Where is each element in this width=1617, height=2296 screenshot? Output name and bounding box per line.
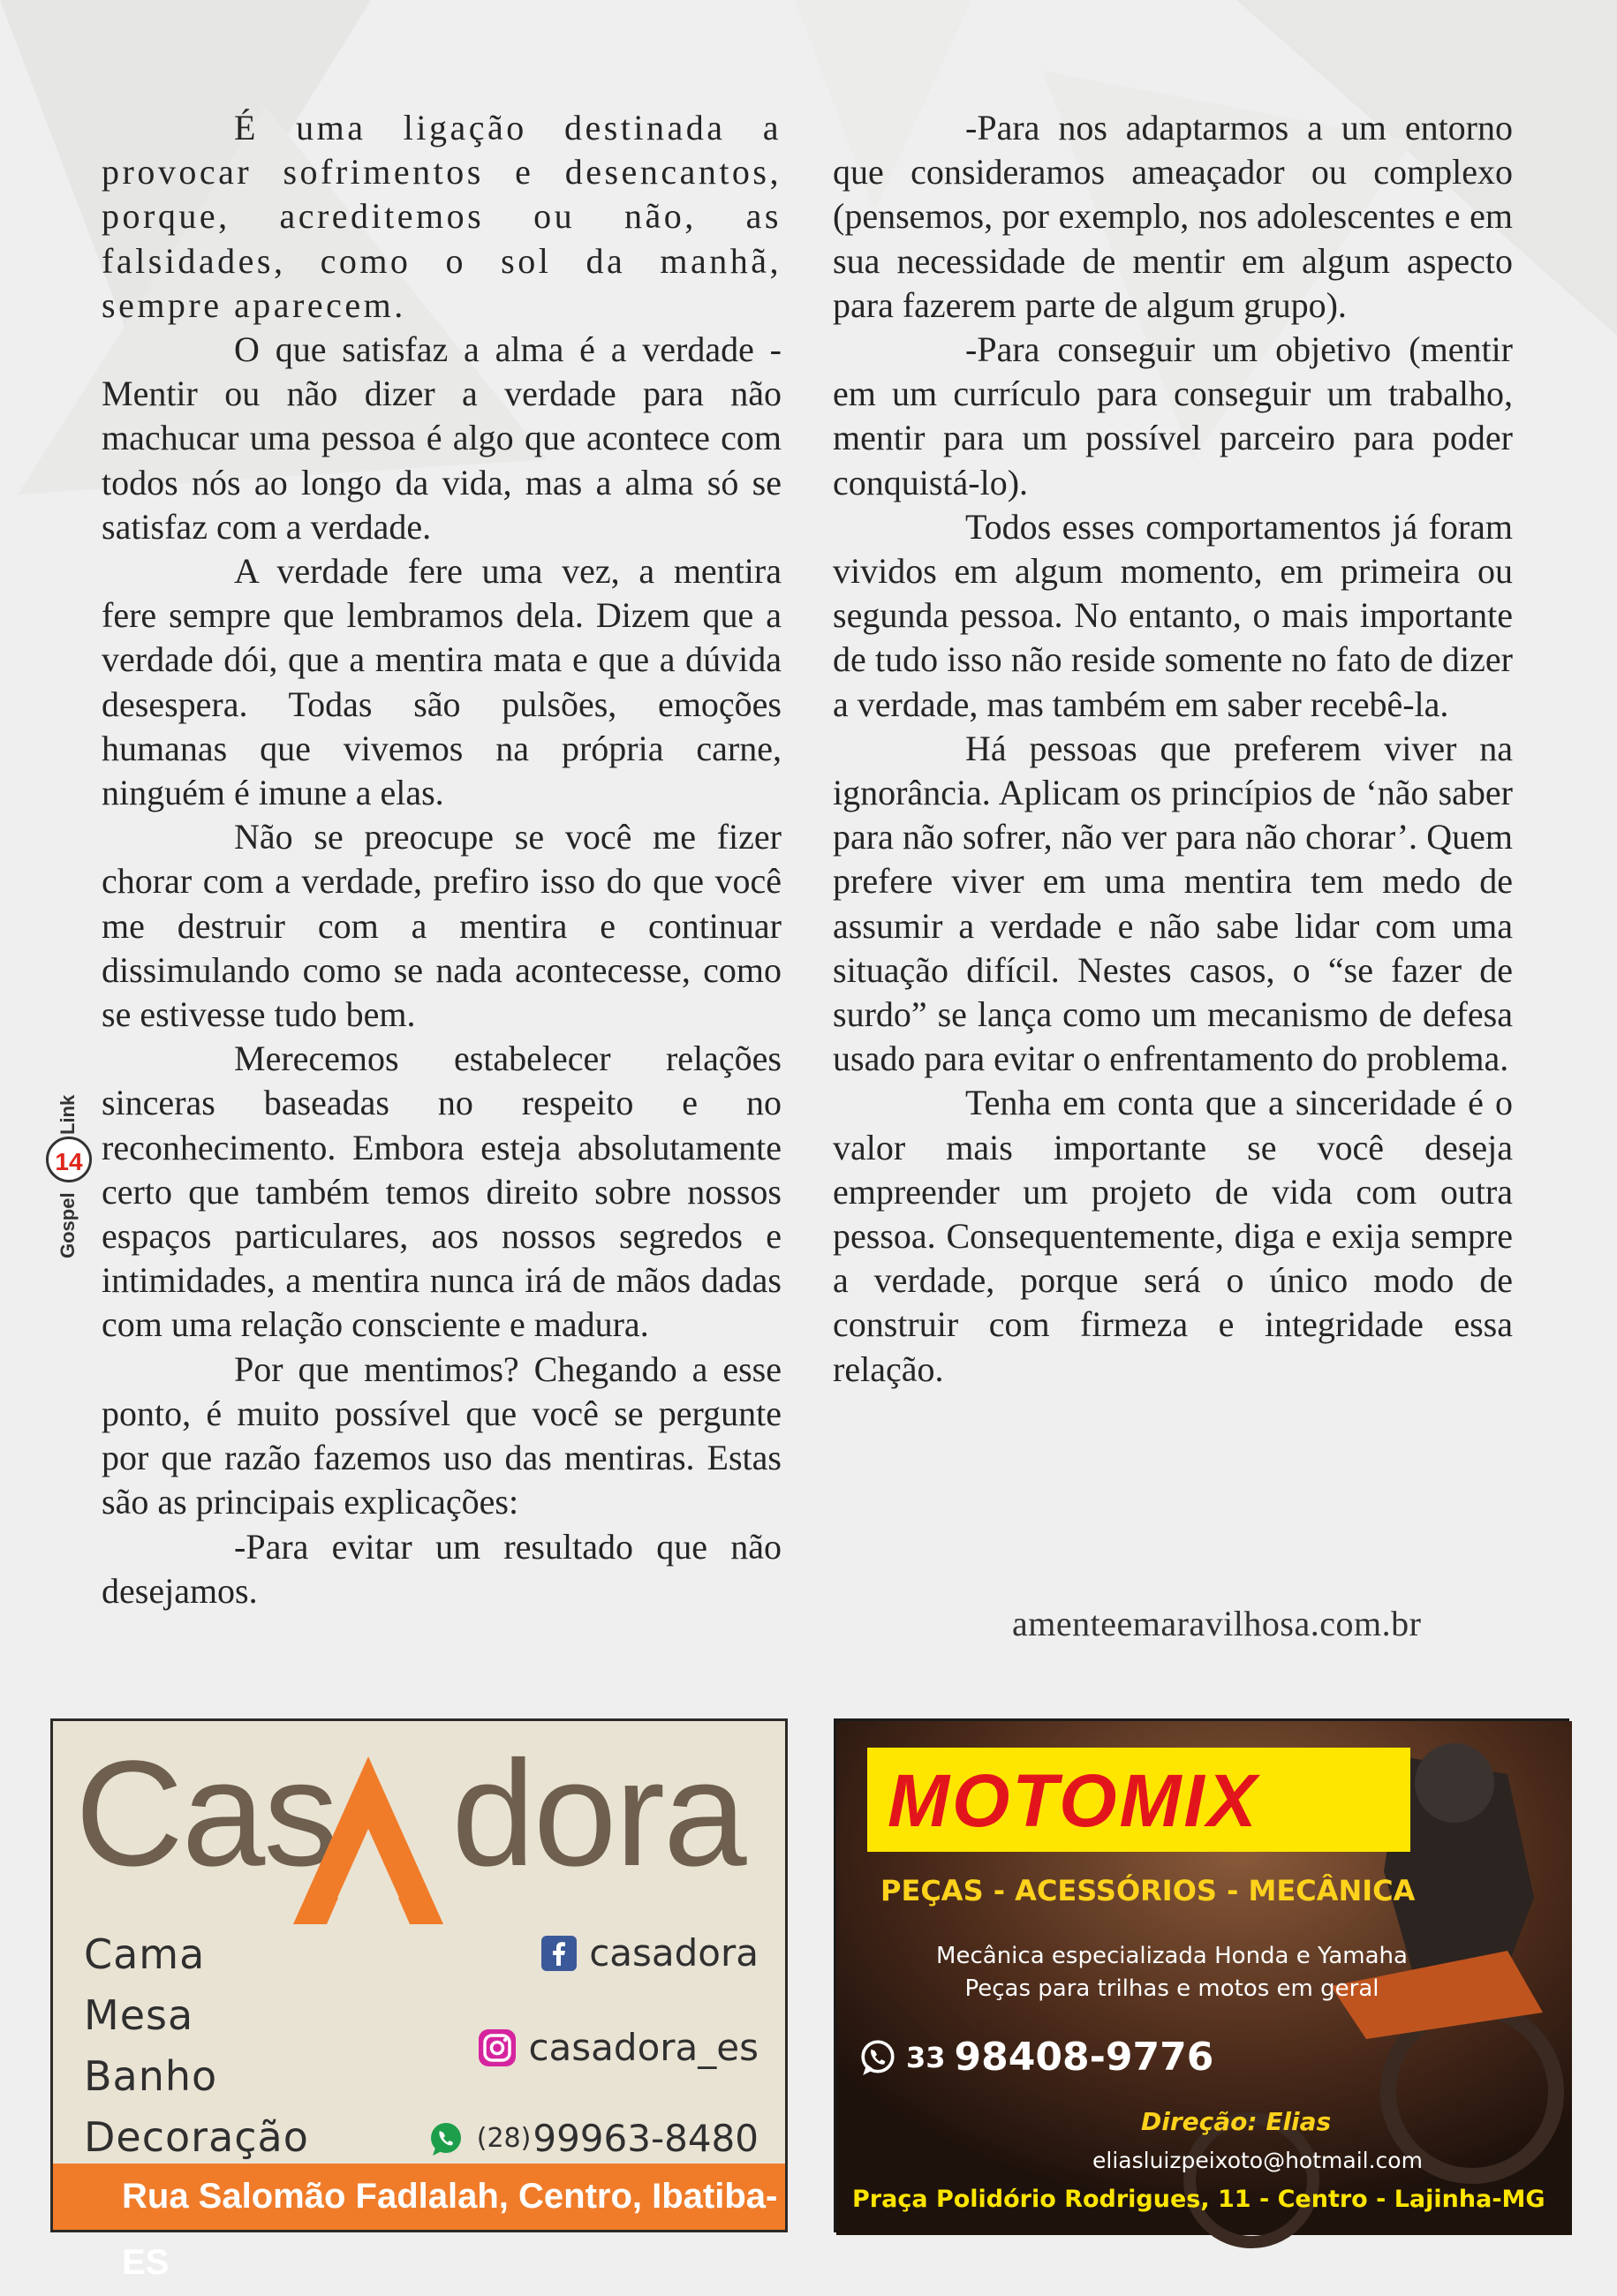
product-item: Decoração [84, 2113, 309, 2161]
paragraph: -Para conseguir um objetivo (mentir em um currículo para conseguir um trabalho, mentir para um possível parceiro para poder conquistá-lo). [833, 329, 1513, 502]
product-item: Mesa [84, 1991, 194, 2039]
product-list [84, 1924, 309, 2168]
page-number: 14 [46, 1137, 92, 1182]
motomix-address: Praça Polidório Rodrigues, 11 - Centro - Lajinha-MG [852, 2186, 1545, 2213]
phone-ddd: 33 [906, 2040, 946, 2074]
casadora-ad[interactable] [50, 1718, 788, 2282]
whatsapp-ddd: (28) [476, 2123, 532, 2154]
paragraph: Não se preocupe se você me fizer chorar com a verdade, prefiro isso do que você me destruir com a mentira e continuar dissimulando como se nada acontecesse, como se estivesse tudo bem. [102, 817, 782, 1035]
paragraph: -Para evitar um resultado que não desejamos. [102, 1526, 782, 1611]
instagram-icon [479, 2029, 516, 2066]
facebook-handle: casadora [589, 1931, 759, 1975]
desc-line: Peças para trilhas e motos em geral [964, 1975, 1379, 2002]
facebook-icon [541, 1936, 577, 1971]
instagram-handle: casadora_es [528, 2026, 759, 2069]
facebook-contact[interactable] [541, 1931, 759, 1975]
motomix-phone[interactable] [858, 2035, 1213, 2080]
whatsapp-icon [858, 2038, 897, 2077]
paragraph: -Para nos adaptarmos a um entorno que consideramos ameaçador ou complexo (pensemos, por exemplo, nos adolescentes e em sua necessidade de mentir em algum aspecto para fazerem parte de algum grupo). [833, 108, 1513, 325]
instagram-contact[interactable] [479, 2026, 759, 2069]
paragraph: Todos esses comportamentos já foram vividos em algum momento, em primeira ou segunda pessoa. No entanto, o mais importante de tudo isso não reside somente no fato de dizer a verdade, mas também em saber recebê-la. [833, 506, 1513, 724]
article-column-left [102, 106, 782, 1613]
phone-number: 98408-9776 [954, 2035, 1214, 2080]
motomix-logo: MOTOMIX [888, 1759, 1259, 1842]
article-source: amenteemaravilhosa.com.br [1012, 1604, 1422, 1643]
paragraph: Há pessoas que preferem viver na ignorância. Aplicam os princípios de ‘não saber para não sofrer, não ver para não chorar’. Quem prefere viver em uma mentira tem medo de assumir a verdade e não sabe lidar com uma situação difícil. Nestes casos, o “se fazer de surdo” se lança como um mecanismo de defesa usado para evitar o enfrentamento do problema. [833, 728, 1513, 1079]
product-item: Cama [84, 1930, 206, 1978]
motomix-director: Direção: Elias [1141, 2107, 1332, 2136]
page-tag-link: Link [57, 1094, 79, 1135]
paragraph: O que satisfaz a alma é a verdade - Mentir ou não dizer a verdade para não machucar uma pessoa é algo que acontece com todos nós ao longo da vida, mas a alma só se satisfaz com a verdade. [102, 329, 782, 547]
paragraph: É uma ligação destinada a provocar sofrimentos e desencantos, porque, acreditemos ou não, as falsidades, como o sol da manhã, sempre aparecem. [102, 108, 782, 325]
paragraph: A verdade fere uma vez, a mentira fere sempre que lembramos dela. Dizem que a verdade dói, que a mentira mata e que a dúvida desespera. Todas são pulsões, emoções humanas que vivemos na própria carne, ninguém é imune a elas. [102, 551, 782, 813]
motomix-tagline: PEÇAS - ACESSÓRIOS - MECÂNICA [880, 1874, 1416, 1907]
motomix-description [889, 1940, 1455, 2005]
paragraph: Merecemos estabelecer relações sinceras baseadas no respeito e no reconhecimento. Embora esteja absolutamente certo que também temos direito sobre nossos espaços particulares, aos nossos segredos e intimidades, a mentira nunca irá de mãos dadas com uma relação consciente e madura. [102, 1038, 782, 1345]
page-number-tag [44, 1082, 94, 1258]
paragraph: Por que mentimos? Chegando a esse ponto, é muito possível que você se pergunte por que razão fazemos uso das mentiras. Estas são as principais explicações: [102, 1348, 782, 1522]
casadora-logo: Cas dora [75, 1730, 745, 1898]
desc-line: Mecânica especializada Honda e Yamaha [936, 1943, 1408, 1969]
article-column-right [833, 106, 1513, 1392]
product-item: Banho [84, 2052, 218, 2100]
whatsapp-contact[interactable] [427, 2117, 759, 2160]
motomix-ad[interactable] [834, 1718, 1569, 2232]
whatsapp-icon [427, 2120, 465, 2157]
page-tag-gospel: Gospel [57, 1192, 79, 1258]
whatsapp-number: 99963-8480 [533, 2117, 759, 2160]
casadora-address: Rua Salomão Fadlalah, Centro, Ibatiba-ES [53, 2164, 785, 2230]
casadora-logo-a-icon [293, 1756, 443, 1924]
motomix-email[interactable]: eliasluizpeixoto@hotmail.com [1092, 2148, 1423, 2173]
paragraph: Tenha em conta que a sinceridade é o valor mais importante se você deseja empreender um projeto de vida com outra pessoa. Consequentemente, diga e exija sempre a verdade, porque será o único modo de construir com firmeza e integridade essa relação. [833, 1083, 1513, 1389]
